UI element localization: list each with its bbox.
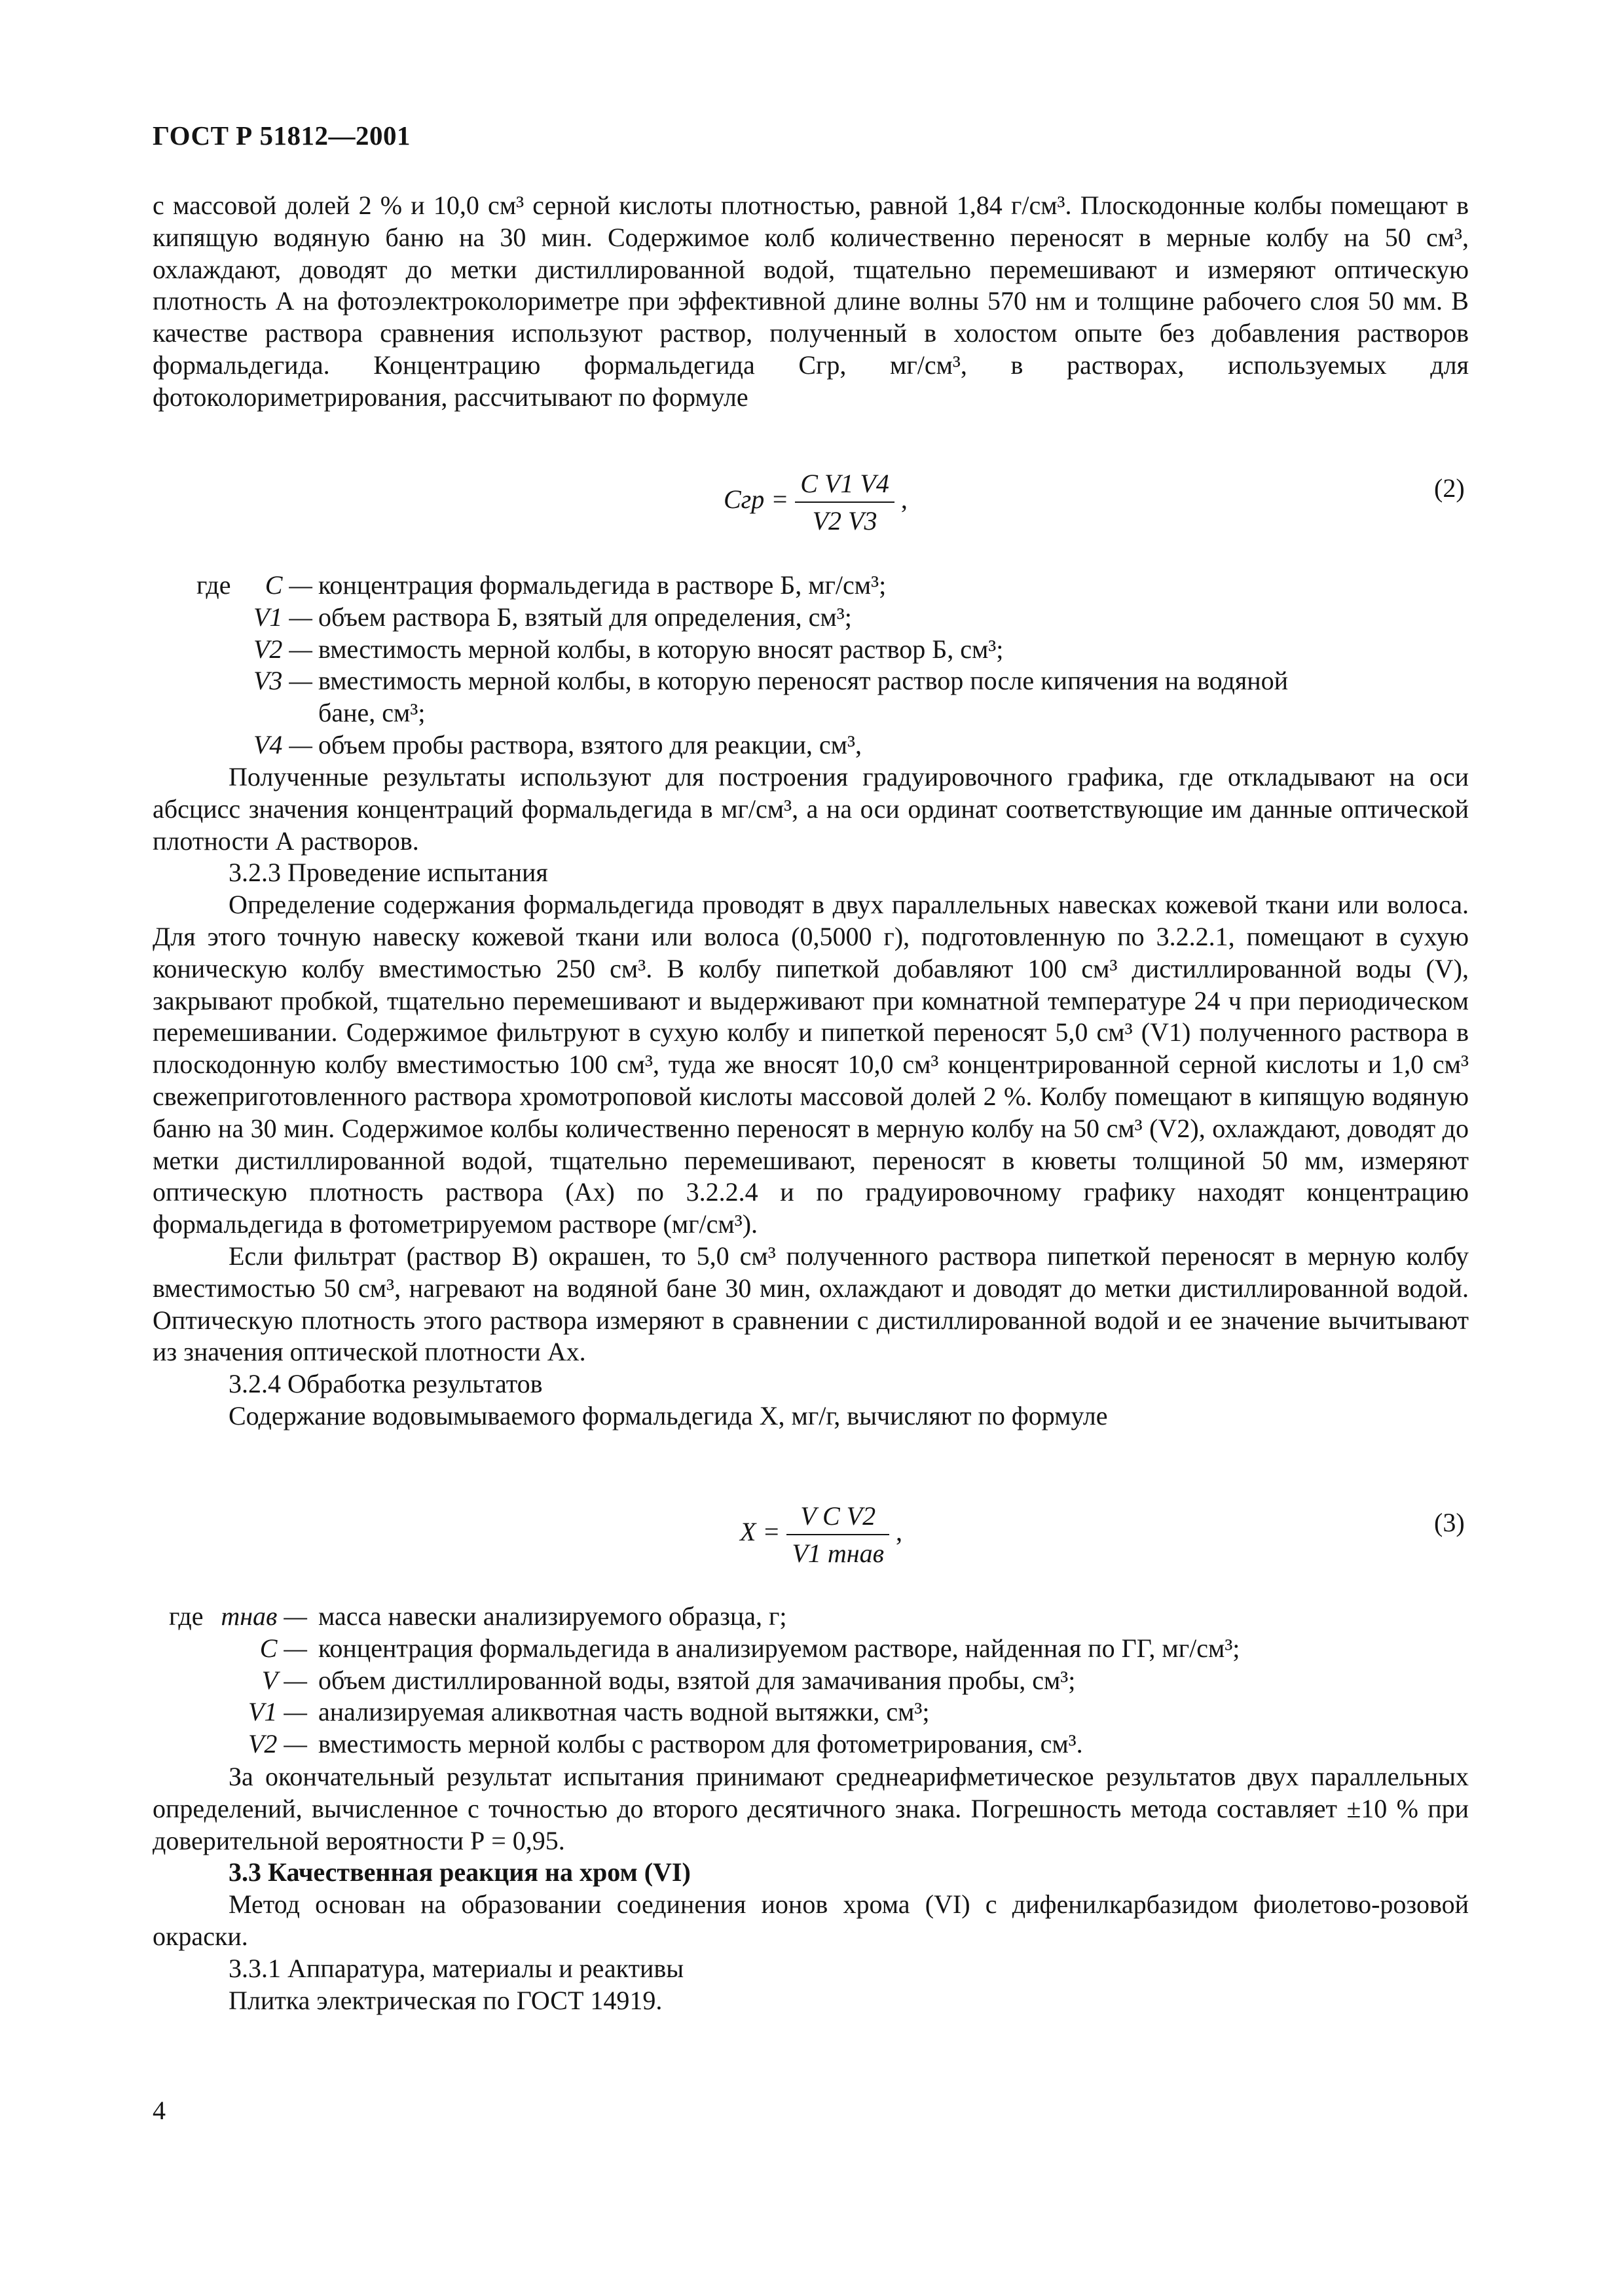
formula-3-trail: , [895,1517,902,1547]
formula-3-numerator: V C V2 [786,1501,889,1535]
definition-row [0,1633,1622,1665]
page-number: 4 [153,2096,166,2125]
definition-text: анализируемая аликвотная часть водной вытяжки, см³; [318,1697,930,1727]
definition-symbol: V — [261,1665,307,1695]
paragraph-3-2-3-b: Если фильтрат (раствор В) окрашен, то 5,0 см³ полученного раствора пипеткой переносят в мерную колбу вместимостью 50 см³, нагревают на водяной бане 30 мин, охлаждают и доводят до метки дистиллированной водой. Оптическую плотность этого раствора измеряют в сравнении с дистиллированной водой и ее значение вычитывают из значения оптической плотности Аx. [153,1241,1469,1367]
definition-row [0,1601,1622,1633]
heading-3-2-3: 3.2.3 Проведение испытания [229,858,548,888]
equation-number-3: (3) [1434,1508,1465,1537]
definition-row [0,665,1622,697]
definition-text: объем раствора Б, взятый для определения, см³; [318,602,852,632]
formula-2-numerator: C V1 V4 [795,468,894,503]
definition-symbol: V2 — [253,634,312,664]
definition-row [0,634,1622,666]
definition-symbol: V2 — [248,1729,307,1759]
definition-lead: где [169,1601,204,1631]
formula-2-trail: , [900,484,908,515]
definition-text: концентрация формальдегида в анализируемом растворе, найденная по ГГ, мг/см³; [318,1633,1240,1663]
formula-3-lhs: X = [740,1517,781,1547]
final-block [153,1761,1469,2016]
definition-text: вместимость мерной колбы, в которую переносят раствор после кипячения на водяной [318,666,1289,696]
graph-paragraph: Полученные результаты используют для построения градуировочного графика, где откладывают на оси абсцисс значения концентраций формальдегида в мг/см³, а на оси ординат соответствующие им данные оптической плотности А растворов. [153,762,1469,856]
definition-symbol: mнав — [221,1601,307,1631]
definition-text: масса навески анализируемого образца, г; [318,1601,787,1631]
definition-row [0,570,1622,602]
formula-2-denominator: V2 V3 [812,506,877,536]
definition-symbol: C — [259,1633,307,1663]
definitions-formula-3 [0,1601,1622,1760]
formula-2 [724,468,908,536]
formula-2-fraction [795,468,894,536]
paragraph-3-2-4: Содержание водовымываемого формальдегида X, мг/г, вычисляют по формуле [229,1400,1108,1430]
definitions-formula-2 [0,570,1622,761]
definition-text: объем дистиллированной воды, взятой для замачивания пробы, см³; [318,1665,1076,1695]
intro-paragraph: с массовой долей 2 % и 10,0 см³ серной кислоты плотностью, равной 1,84 г/см³. Плоскодонные колбы помещают в кипящую водяную баню на 30 мин. Содержимое колб количественно переносят в мерные колбу на 50 см³, охлаждают, доводят до метки дистиллированной водой, тщательно перемешивают и измеряют оптическую плотность А на фотоэлектроколориметре при эффективной длине волны 570 нм и толщине рабочего слоя 50 мм. В качестве раствора сравнения используют раствор, полученный в холостом опыте без добавления растворов формальдегида. Концентрацию формальдегида Сгр, мг/см³, в растворах, используемых для фотоколориметрирования, рассчитывают по формуле [153,191,1469,412]
definition-symbol: V3 — [253,666,312,696]
definition-row [0,697,1622,729]
definition-row [0,1665,1622,1697]
paragraph-3-3: Метод основан на образовании соединения ионов хрома (VI) с дифенилкарбазидом фиолетово-розовой окраски. [153,1889,1469,1951]
formula-3-denominator: V1 mнав [792,1539,884,1568]
definition-row [0,729,1622,761]
formula-3-fraction [786,1501,889,1569]
paragraph-3-2-3-a: Определение содержания формальдегида проводят в двух параллельных навесках кожевой ткани или волоса. Для этого точную навеску кожевой ткани или волоса (0,5000 г), подготовленную по 3.2.2.1, помещают в сухую коническую колбу вместимостью 250 см³. В колбу пипеткой добавляют 100 см³ дистиллированной воды (V), закрывают пробкой, тщательно перемешивают и выдерживают при комнатной температуре 24 ч при периодическом перемешивании. Содержимое фильтруют в сухую колбу и пипеткой переносят 5,0 см³ (V1) полученного раствора в плоскодонную колбу вместимостью 100 см³, туда же вносят 10,0 см³ концентрированной серной кислоты и 1,0 см³ свежеприготовленного раствора хромотроповой кислоты массовой долей 2 %. Колбу помещают в кипящую водяную баню на 30 мин. Содержимое колбы количественно переносят в мерную колбу на 50 см³ (V2), охлаждают, доводят до метки дистиллированной водой, тщательно перемешивают, переносят в кюветы толщиной 50 мм, измеряют оптическую плотность раствора (Аx) по 3.2.2.4 и по градуировочному графику находят концентрацию формальдегида в фотометрируемом растворе (мг/см³). [153,890,1469,1239]
definition-lead: где [196,570,231,600]
definition-symbol: C — [265,570,312,600]
equation-number-2: (2) [1434,473,1465,503]
paragraph-3-3-1: Плитка электрическая по ГОСТ 14919. [229,1985,663,2015]
definition-text: объем пробы раствора, взятого для реакции, см³, [318,729,862,759]
definition-row [0,1728,1622,1760]
definition-symbol: V1 — [248,1697,307,1727]
definition-text: бане, см³; [318,698,426,728]
final-result-paragraph: За окончательный результат испытания принимают среднеарифметическое результатов двух параллельных определений, вычисленное с точностью до второго десятичного знака. Погрешность метода составляет ±10 % при доверительной вероятности Р = 0,95. [153,1762,1469,1855]
definition-row [0,1696,1622,1728]
heading-3-3-1: 3.3.1 Аппаратура, материалы и реактивы [229,1953,684,1983]
document-header: ГОСТ Р 51812—2001 [153,120,411,151]
definition-symbol: V1 — [253,602,312,632]
formula-3 [740,1501,902,1569]
heading-3-3: 3.3 Качественная реакция на хром (VI) [229,1857,691,1887]
definition-text: вместимость мерной колбы с раствором для фотометрирования, см³. [318,1729,1083,1759]
definition-row [0,602,1622,634]
definition-symbol: V4 — [253,729,312,759]
heading-3-2-4: 3.2.4 Обработка результатов [229,1369,543,1399]
section-323-block [153,761,1469,1432]
definition-text: вместимость мерной колбы, в которую вносят раствор Б, см³; [318,634,1004,664]
definition-text: концентрация формальдегида в растворе Б, мг/см³; [318,570,887,600]
formula-2-lhs: Cгр = [724,484,789,515]
